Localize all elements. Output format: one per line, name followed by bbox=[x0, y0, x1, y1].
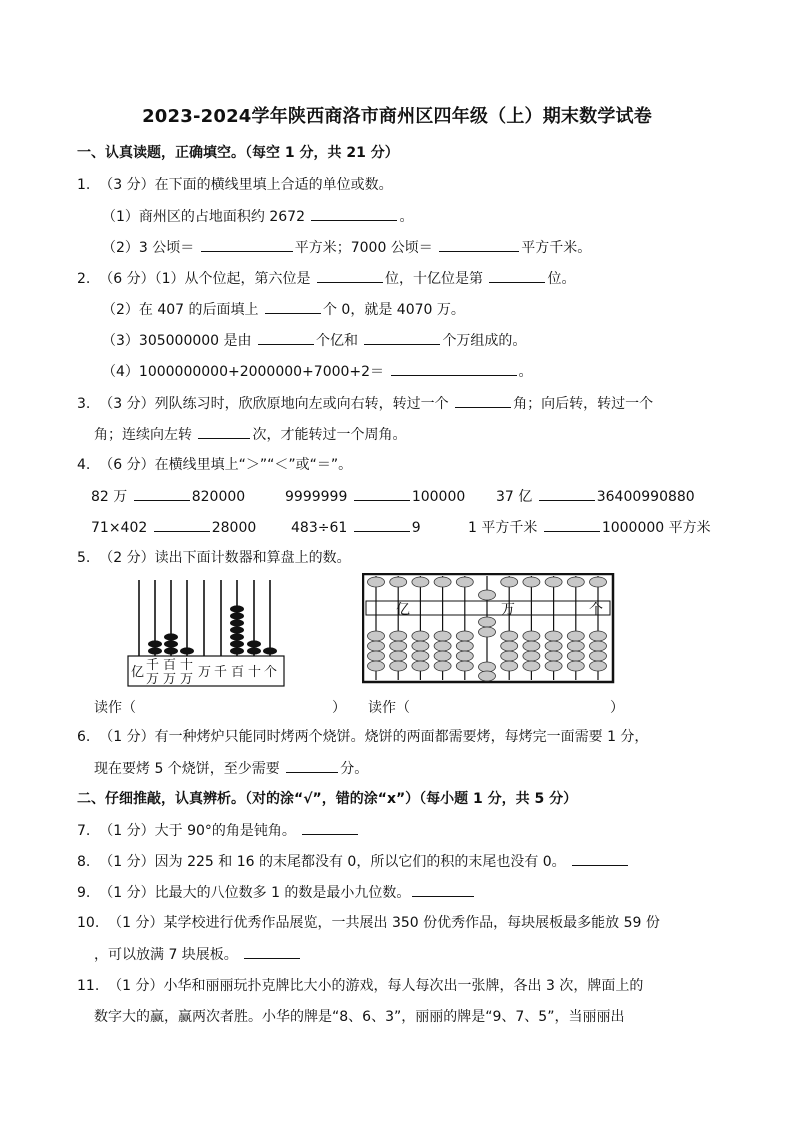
abacus-bead bbox=[412, 661, 429, 671]
question-11-line-2 bbox=[94, 1008, 624, 1026]
section-1-heading: 一、认真读题，正确填空。（每空 1 分，共 21 分） bbox=[77, 145, 399, 161]
abacus-bead bbox=[501, 651, 518, 661]
answer-blank[interactable] bbox=[286, 759, 338, 773]
abacus-bead bbox=[567, 661, 584, 671]
place-label-bai: 百 bbox=[231, 665, 245, 680]
answer-blank[interactable] bbox=[265, 300, 321, 314]
compare-right: 100000 bbox=[411, 489, 466, 505]
abacus-bead bbox=[501, 631, 518, 641]
part-text: ，可以放满 7 块展板。 bbox=[94, 947, 238, 963]
answer-blank[interactable] bbox=[455, 394, 511, 408]
compare-r2c3 bbox=[468, 518, 711, 537]
abacus-bead bbox=[390, 631, 407, 641]
question-number: 6. bbox=[77, 729, 91, 745]
question-6-line-2 bbox=[94, 759, 368, 778]
compare-left: 82 万 bbox=[91, 489, 128, 505]
abacus-bead bbox=[590, 641, 607, 651]
question-9 bbox=[77, 883, 476, 902]
question-5 bbox=[77, 549, 351, 567]
question-number: 9. bbox=[77, 885, 91, 901]
part-text: 位，十亿位是第 bbox=[385, 271, 483, 287]
answer-blank[interactable] bbox=[572, 852, 628, 866]
question-score: （3 分） bbox=[99, 177, 155, 193]
abacus-bead bbox=[390, 641, 407, 651]
compare-right: 36400990880 bbox=[596, 489, 695, 505]
question-2-part-3 bbox=[102, 331, 526, 350]
compare-r1c1 bbox=[91, 487, 245, 506]
question-text: 读出下面计数器和算盘上的数。 bbox=[154, 550, 351, 566]
question-number: 8. bbox=[77, 854, 91, 870]
abacus-bead bbox=[456, 651, 473, 661]
part-text-end: 个万组成的。 bbox=[442, 333, 527, 349]
question-1-part-1 bbox=[102, 207, 413, 226]
abacus-bead bbox=[523, 651, 540, 661]
abacus-bead bbox=[368, 641, 385, 651]
abacus-label-ge: 个 bbox=[589, 602, 603, 618]
abacus-bead bbox=[590, 651, 607, 661]
answer-blank[interactable] bbox=[391, 362, 517, 376]
compare-r1c2 bbox=[285, 487, 465, 506]
question-score: （3 分） bbox=[99, 396, 155, 412]
part-text: 角；向后转，转过一个 bbox=[513, 396, 654, 412]
answer-blank[interactable] bbox=[439, 238, 519, 252]
part-text: 数字大的赢，赢两次者胜。小华的牌是“8、6、3”，丽丽的牌是“9、7、5”，当丽丽出 bbox=[94, 1009, 625, 1025]
part-text: 现在要烤 5 个烧饼，至少需要 bbox=[94, 761, 280, 777]
compare-right: 9 bbox=[411, 520, 421, 536]
compare-right: 28000 bbox=[211, 520, 257, 536]
question-2 bbox=[77, 269, 575, 288]
abacus-bead bbox=[412, 577, 429, 587]
abacus-bead bbox=[545, 577, 562, 587]
answer-blank[interactable] bbox=[364, 331, 440, 345]
part-text-end: 。 bbox=[399, 209, 414, 225]
abacus-bead bbox=[567, 631, 584, 641]
answer-blank[interactable] bbox=[311, 207, 397, 221]
question-number: 1. bbox=[77, 177, 91, 193]
question-score: （1 分） bbox=[99, 823, 155, 839]
abacus-bead bbox=[390, 577, 407, 587]
part-text-end: 个 0，就是 4070 万。 bbox=[322, 302, 465, 318]
abacus-figure bbox=[362, 573, 616, 685]
answer-blank[interactable] bbox=[544, 518, 600, 532]
compare-left: 37 亿 bbox=[496, 489, 533, 505]
abacus-bead bbox=[434, 631, 451, 641]
question-number: 7. bbox=[77, 823, 91, 839]
abacus-bead bbox=[479, 627, 496, 637]
abacus-bead bbox=[567, 577, 584, 587]
abacus-bead bbox=[456, 631, 473, 641]
counting-frame-figure bbox=[94, 572, 286, 692]
abacus-bead bbox=[390, 661, 407, 671]
answer-blank[interactable] bbox=[539, 487, 595, 501]
question-text: 大于 90°的角是钝角。 bbox=[154, 823, 296, 839]
question-text: 比最大的八位数多 1 的数是最小九位数。 bbox=[154, 885, 411, 901]
answer-blank[interactable] bbox=[302, 821, 358, 835]
abacus-bead bbox=[501, 661, 518, 671]
part-text: （1）从个位起，第六位是 bbox=[154, 271, 311, 287]
part-text-end: 次，才能转过一个周角。 bbox=[252, 427, 407, 443]
question-score: （1 分） bbox=[108, 915, 164, 931]
part-text: （2）3 公顷＝ bbox=[102, 240, 195, 256]
compare-left: 71×402 bbox=[91, 520, 148, 536]
question-number: 4. bbox=[77, 457, 91, 473]
section-2-heading: 二、仔细推敲，认真辨析。（对的涂“√”，错的涂“x”）（每小题 1 分，共 5 分） bbox=[77, 791, 578, 807]
question-score: （1 分） bbox=[99, 729, 155, 745]
abacus-bead bbox=[567, 641, 584, 651]
question-text: 在横线里填上“＞”“＜”或“＝”。 bbox=[154, 457, 353, 473]
abacus-bead bbox=[479, 671, 496, 681]
compare-left: 9999999 bbox=[285, 489, 348, 505]
question-score: （2 分） bbox=[99, 550, 155, 566]
part-text: 角；连续向左转 bbox=[94, 427, 192, 443]
compare-r2c1 bbox=[91, 518, 256, 537]
abacus-bead bbox=[523, 577, 540, 587]
question-number: 10. bbox=[77, 915, 100, 931]
question-1-part-2 bbox=[102, 238, 591, 257]
question-number: 2. bbox=[77, 271, 91, 287]
abacus-bead bbox=[523, 661, 540, 671]
question-10 bbox=[77, 914, 660, 932]
compare-r1c3 bbox=[496, 487, 695, 506]
place-label-shiwan-2: 万 bbox=[180, 672, 194, 687]
question-score: （6 分） bbox=[99, 457, 155, 473]
compare-right: 1000000 平方米 bbox=[601, 520, 711, 536]
abacus-bead bbox=[545, 661, 562, 671]
abacus-bead bbox=[501, 577, 518, 587]
question-7 bbox=[77, 821, 360, 840]
abacus-bead bbox=[523, 631, 540, 641]
place-label-ge: 个 bbox=[264, 665, 278, 680]
answer-blank[interactable] bbox=[198, 425, 250, 439]
abacus-bead bbox=[523, 641, 540, 651]
question-text: 因为 225 和 16 的末尾都没有 0，所以它们的积的末尾也没有 0。 bbox=[154, 854, 566, 870]
answer-blank[interactable] bbox=[489, 269, 545, 283]
read-label-end: ） bbox=[610, 700, 624, 716]
question-score: （1 分） bbox=[99, 885, 155, 901]
abacus-bead bbox=[479, 662, 496, 672]
abacus-bead bbox=[434, 651, 451, 661]
part-text-end: 分。 bbox=[340, 761, 369, 777]
question-score: （1 分） bbox=[108, 978, 164, 994]
question-text: 某学校进行优秀作品展览，一共展出 350 份优秀作品，每块展板最多能放 59 份 bbox=[163, 915, 660, 931]
read-label: 读作（ bbox=[94, 700, 136, 716]
question-score: （6 分） bbox=[99, 271, 155, 287]
abacus-bead bbox=[456, 577, 473, 587]
answer-blank[interactable] bbox=[412, 883, 474, 897]
question-2-part-4 bbox=[102, 362, 533, 381]
read-label: 读作（ bbox=[368, 700, 410, 716]
part-text-end: 。 bbox=[518, 364, 533, 380]
abacus-bead bbox=[590, 661, 607, 671]
abacus-bead bbox=[412, 651, 429, 661]
abacus-bead bbox=[434, 577, 451, 587]
abacus-bead bbox=[412, 631, 429, 641]
read-label-end: ） bbox=[332, 700, 346, 716]
abacus-bead bbox=[434, 641, 451, 651]
question-text: 小华和丽丽玩扑克牌比大小的游戏，每人每次出一张牌，各出 3 次，牌面上的 bbox=[163, 978, 644, 994]
place-label-qianwan-2: 万 bbox=[146, 672, 160, 687]
compare-right: 820000 bbox=[191, 489, 246, 505]
place-label-qian: 千 bbox=[214, 665, 228, 680]
question-1 bbox=[77, 176, 393, 194]
part-text: （4）1000000000+2000000+7000+2＝ bbox=[102, 364, 385, 380]
compare-r2c2 bbox=[291, 518, 421, 537]
question-4 bbox=[77, 456, 352, 474]
place-label-baiwan-1: 百 bbox=[163, 658, 177, 673]
question-6 bbox=[77, 728, 648, 746]
abacus-bead bbox=[479, 590, 496, 600]
question-10-line-2 bbox=[94, 945, 302, 964]
abacus-bead bbox=[545, 641, 562, 651]
compare-left: 1 平方千米 bbox=[468, 520, 538, 536]
question-score: （1 分） bbox=[99, 854, 155, 870]
abacus-bead bbox=[545, 651, 562, 661]
question-number: 5. bbox=[77, 550, 91, 566]
compare-left: 483÷61 bbox=[291, 520, 348, 536]
abacus-bead bbox=[567, 651, 584, 661]
abacus-bead bbox=[434, 661, 451, 671]
abacus-bead bbox=[368, 631, 385, 641]
question-text: 有一种烤炉只能同时烤两个烧饼。烧饼的两面都需要烤，每烤完一面需要 1 分， bbox=[154, 729, 649, 745]
abacus-bead bbox=[590, 631, 607, 641]
abacus-bead bbox=[368, 577, 385, 587]
abacus-bead bbox=[390, 651, 407, 661]
question-number: 3. bbox=[77, 396, 91, 412]
question-number: 11. bbox=[77, 978, 100, 994]
abacus-bead bbox=[590, 577, 607, 587]
part-text: （3）305000000 是由 bbox=[102, 333, 252, 349]
exam-title: 2023-2024学年陕西商洛市商州区四年级（上）期末数学试卷 bbox=[142, 106, 652, 127]
abacus-bead bbox=[412, 641, 429, 651]
abacus-bead bbox=[368, 661, 385, 671]
place-label-shi: 十 bbox=[248, 665, 262, 680]
place-label-qianwan-1: 千 bbox=[146, 658, 160, 673]
abacus-label-wan: 万 bbox=[501, 602, 515, 618]
abacus-label-yi: 亿 bbox=[396, 602, 410, 618]
abacus-bead bbox=[501, 641, 518, 651]
question-3-line-2 bbox=[94, 425, 406, 444]
read-answer-2[interactable] bbox=[368, 697, 624, 717]
abacus-bead bbox=[456, 641, 473, 651]
place-label-baiwan-2: 万 bbox=[163, 672, 177, 687]
part-text: 列队练习时，欣欣原地向左或向右转，转过一个 bbox=[154, 396, 449, 412]
question-3 bbox=[77, 394, 653, 413]
question-2-part-2 bbox=[102, 300, 465, 319]
part-text: 平方米；7000 公顷＝ bbox=[294, 240, 433, 256]
place-label-wan: 万 bbox=[198, 665, 212, 680]
question-text: 在下面的横线里填上合适的单位或数。 bbox=[154, 177, 393, 193]
question-8 bbox=[77, 852, 630, 871]
part-text: （1）商州区的占地面积约 2672 bbox=[102, 209, 305, 225]
answer-blank[interactable] bbox=[244, 945, 300, 959]
place-label-yi: 亿 bbox=[131, 665, 145, 680]
part-text-end: 平方千米。 bbox=[521, 240, 592, 256]
part-text-end: 位。 bbox=[547, 271, 576, 287]
abacus-bead bbox=[479, 617, 496, 627]
question-11 bbox=[77, 977, 643, 995]
answer-blank[interactable] bbox=[317, 269, 383, 283]
answer-blank[interactable] bbox=[134, 487, 190, 501]
part-text: 个亿和 bbox=[315, 333, 358, 349]
read-answer-1[interactable] bbox=[94, 697, 346, 717]
answer-blank[interactable] bbox=[201, 238, 293, 252]
answer-blank[interactable] bbox=[154, 518, 210, 532]
place-label-shiwan-1: 十 bbox=[180, 658, 194, 673]
abacus-bead bbox=[368, 651, 385, 661]
answer-blank[interactable] bbox=[258, 331, 314, 345]
abacus-bead bbox=[456, 661, 473, 671]
answer-blank[interactable] bbox=[354, 487, 410, 501]
part-text: （2）在 407 的后面填上 bbox=[102, 302, 259, 318]
answer-blank[interactable] bbox=[354, 518, 410, 532]
abacus-bead bbox=[545, 631, 562, 641]
